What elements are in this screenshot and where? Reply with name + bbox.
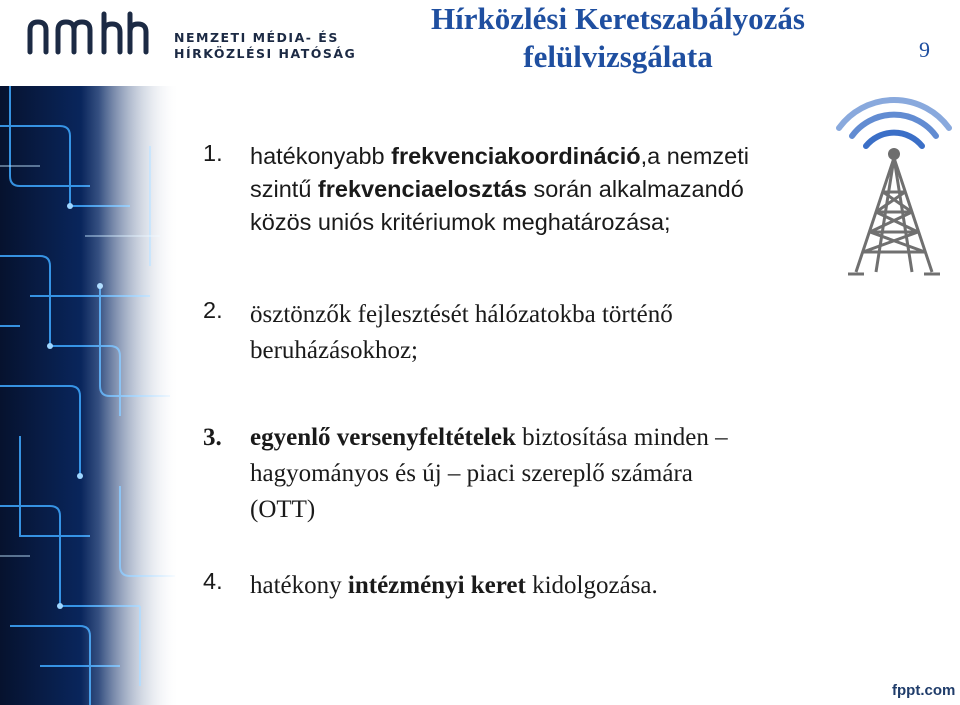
text-segment: hatékonyabb — [250, 143, 392, 169]
text-segment: ösztönzők fejlesztését hálózatokba történő — [250, 301, 673, 328]
list-item-line — [250, 140, 850, 173]
slide-title-line2: felülvizsgálata — [523, 39, 713, 74]
logo-text — [174, 30, 356, 62]
bold-text: frekvenciakoordináció — [391, 143, 641, 169]
page-number: 9 — [919, 37, 930, 62]
slide-title — [388, 0, 848, 76]
text-segment: ,a nemzeti — [640, 143, 750, 169]
text-segment: hagyományos és új – piaci szereplő számára — [250, 460, 693, 487]
list-item-text — [250, 568, 850, 604]
bold-text: egyenlő versenyfeltételek — [250, 424, 516, 451]
list-item-text — [250, 297, 850, 369]
logo-text-line1: NEMZETI MÉDIA- ÉS — [174, 30, 339, 45]
text-segment: során alkalmazandó — [526, 176, 744, 202]
text-segment: kidolgozása. — [525, 572, 658, 599]
list-item-text — [250, 420, 850, 528]
list-item-number: 1. — [203, 140, 223, 166]
nmhh-logo-mark — [26, 8, 166, 58]
text-segment: (OTT) — [250, 496, 316, 523]
list-item-line — [250, 206, 850, 239]
text-segment: közös uniós kritériumok meghatározása; — [250, 209, 671, 235]
text-segment: beruházásokhoz; — [250, 337, 418, 364]
list-item-line — [250, 173, 850, 206]
list-item-line — [250, 420, 850, 456]
circuit-background — [0, 86, 180, 705]
list-item-line — [250, 297, 850, 333]
logo-text-line2: HÍRKÖZLÉSI HATÓSÁG — [174, 46, 357, 61]
list-item-line — [250, 492, 850, 528]
bold-text: intézményi keret — [347, 572, 526, 599]
list-item-number: 2. — [203, 297, 223, 323]
list-item-line — [250, 568, 850, 604]
text-segment: biztosítása minden – — [515, 424, 728, 451]
text-segment: szintű — [250, 176, 318, 202]
slide-header — [0, 0, 960, 86]
slide-title-line1: Hírközlési Keretszabályozás — [431, 1, 805, 36]
list-item-number: 3. — [203, 424, 222, 451]
text-segment: hatékony — [250, 572, 348, 599]
list-item-text — [250, 140, 850, 239]
list-item-line — [250, 456, 850, 492]
nmhh-logo — [26, 8, 357, 66]
radio-tower-icon — [836, 88, 952, 284]
fppt-watermark: fppt.com — [892, 682, 956, 699]
list-item-number: 4. — [203, 568, 223, 594]
list-item-line — [250, 333, 850, 369]
bold-text: frekvenciaelosztás — [317, 176, 527, 202]
